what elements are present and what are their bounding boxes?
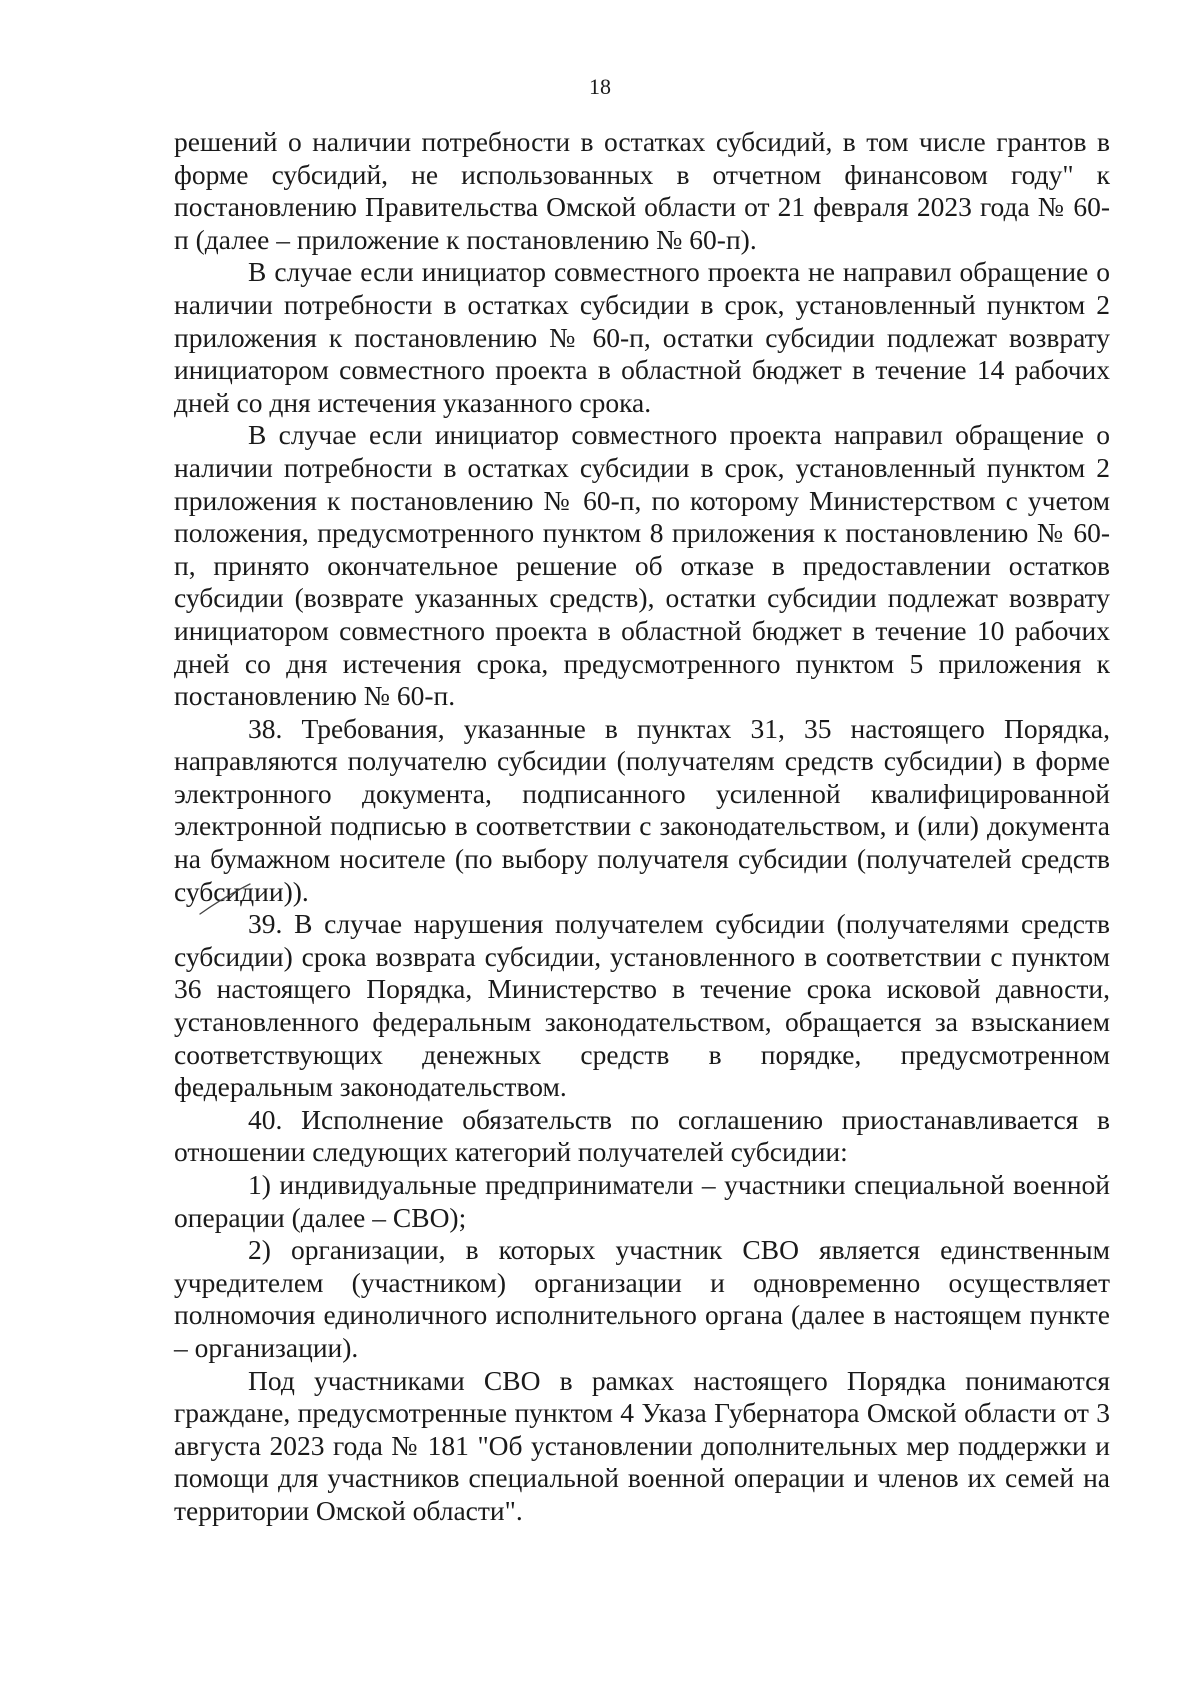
paragraph-item-38: 38. Требования, указанные в пунктах 31, 35 настоящего Порядка, направляются получателю субсидии (получателям средств субсидии) в форме электронного документа, подписанного усиленной квалифицированной электронной подписью в соответствии с законодательством, и (или) документа на бумажном носителе (по выбору получателя субсидии (получателей средств субсидии)). bbox=[174, 712, 1110, 907]
paragraph-subitem-1: 1) индивидуальные предприниматели – участники специальной военной операции (далее – СВО); bbox=[174, 1169, 1110, 1233]
paragraph-continuation: решений о наличии потребности в остатках субсидий, в том числе грантов в форме субсидий, не использованных в отчетном финансовом году" к постановлению Правительства Омской области от 21 февраля 2023 года № 60-п (далее – приложение к постановлению № 60-п). bbox=[174, 126, 1110, 255]
paragraph-refusal: В случае если инициатор совместного проекта направил обращение о наличии потребности в остатках субсидии в срок, установленный пунктом 2 приложения к постановлению № 60-п, по которому Министерством с учетом положения, предусмотренного пунктом 8 приложения к постановлению № 60-п, принято окончательное решение об отказе в предоставлении остатков субсидии (возврате указанных средств), остатки субсидии подлежат возврату инициатором совместного проекта в областной бюджет в течение 10 рабочих дней со дня истечения срока, предусмотренного пунктом 5 приложения к постановлению № 60-п. bbox=[174, 419, 1110, 712]
paragraph-item-39: 39. В случае нарушения получателем субсидии (получателями средств субсидии) срока возврата субсидии, установленного в соответствии с пунктом 36 настоящего Порядка, Министерство в течение срока исковой давности, установленного федеральным законодательством, обращается за взысканием соответствующих денежных средств в порядке, предусмотренном федеральным законодательством. bbox=[174, 908, 1110, 1103]
paragraph-svo-definition: Под участниками СВО в рамках настоящего Порядка понимаются граждане, предусмотренные пунктом 4 Указа Губернатора Омской области от 3 августа 2023 года № 181 "Об установлении дополнительных мер поддержки и помощи для участников специальной военной операции и членов их семей на территории Омской области". bbox=[174, 1364, 1110, 1526]
paragraph-subitem-2: 2) организации, в которых участник СВО является единственным учредителем (участником) организации и одновременно осуществляет полномочия единоличного исполнительного органа (далее в настоящем пункте – организации). bbox=[174, 1234, 1110, 1363]
document-body bbox=[174, 126, 1110, 1528]
paragraph-item-40: 40. Исполнение обязательств по соглашению приостанавливается в отношении следующих категорий получателей субсидии: bbox=[174, 1103, 1110, 1168]
page-number: 18 bbox=[589, 74, 611, 99]
paragraph-no-request: В случае если инициатор совместного проекта не направил обращение о наличии потребности в остатках субсидии в срок, установленный пунктом 2 приложения к постановлению № 60-п, остатки субсидии подлежат возврату инициатором совместного проекта в областной бюджет в течение 14 рабочих дней со дня истечения указанного срока. bbox=[174, 256, 1110, 418]
